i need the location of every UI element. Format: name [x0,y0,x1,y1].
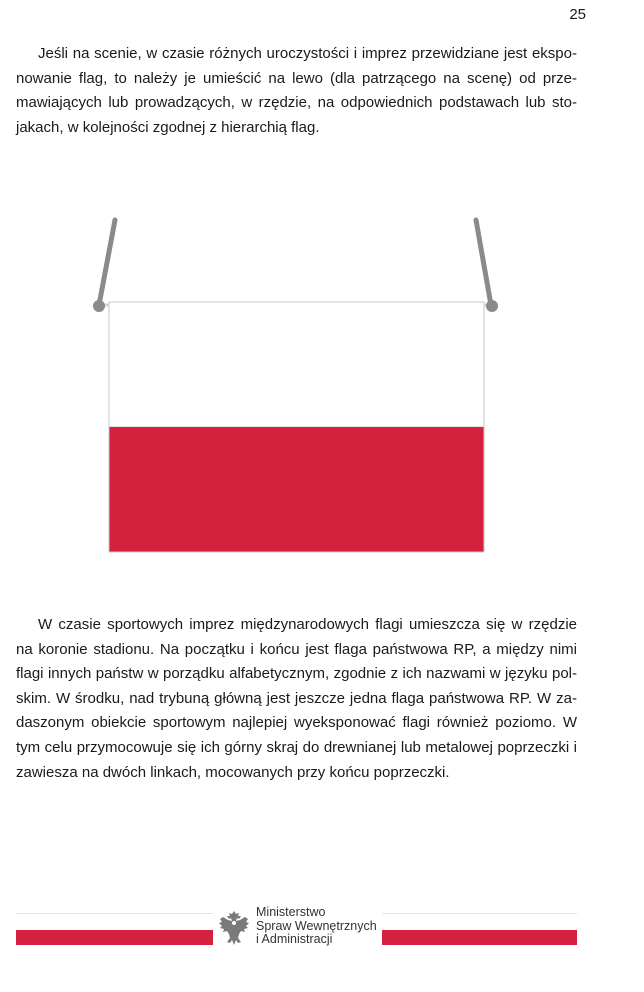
paragraph-line: nowanie flag, to należy je umieścić na lewo (dla patrzącego na scenę) od prze- [16,69,577,87]
paragraph-sport-events [16,613,577,785]
right-suspension-rod [476,220,491,305]
ministry-name-line: Ministerstwo [256,905,326,919]
page-number: 25 [569,6,586,23]
paragraph-stage-flags [16,42,577,140]
page-footer [16,904,577,954]
flag-white-stripe [109,302,484,427]
paragraph-line: W tym celu przymocowuje się ich górny skraj do drewnianej lub metalowej [16,714,577,756]
hanging-flag-svg [90,212,502,558]
paragraph-line: W czasie sportowych imprez międzynarodowych flagi umieszcza się w rzędzie [38,616,577,633]
paragraph-line: Jeśli na scenie, w czasie różnych uroczystości i imprez przewidziane jest ekspo- [38,45,577,62]
footer-flag-bar-left [16,913,213,945]
paragraph-line: jakach, w kolejności zgodnej z hierarchią flag. [16,118,320,136]
left-rod-joint [93,300,105,312]
ministry-name-line: Spraw Wewnętrznych [256,918,377,933]
white-eagle-emblem-icon [217,908,251,948]
right-rod-joint [486,300,498,312]
ministry-name [256,906,377,947]
footer-flag-bar-right [382,913,577,945]
paragraph-line: na koronie stadionu. Na początku i końcu jest flaga państwowa RP, a między nimi [16,640,577,658]
left-suspension-rod [99,220,115,305]
paragraph-line: mawiających lub prowadzących, w rzędzie, na odpowiednich podstawach lub sto- [16,94,577,112]
flag-red-stripe [109,427,484,552]
hanging-flag-illustration [90,212,502,558]
paragraph-line: skim. W środku, nad trybuną główną jest jeszcze jedna flaga państwowa RP. W za- [16,689,577,707]
ministry-name-line: i Administracji [256,932,333,946]
paragraph-line: poprzeczki i zawiesza na dwóch linkach, mocowanych przy końcu poprzeczki. [16,738,578,781]
paragraph-line: daszonym obiekcie sportowym najlepiej wyeksponować flagi również poziomo. [16,714,557,732]
paragraph-line: flagi innych państw w porządku alfabetycznym, zgodnie z ich nazwami w języku pol- [16,665,577,683]
